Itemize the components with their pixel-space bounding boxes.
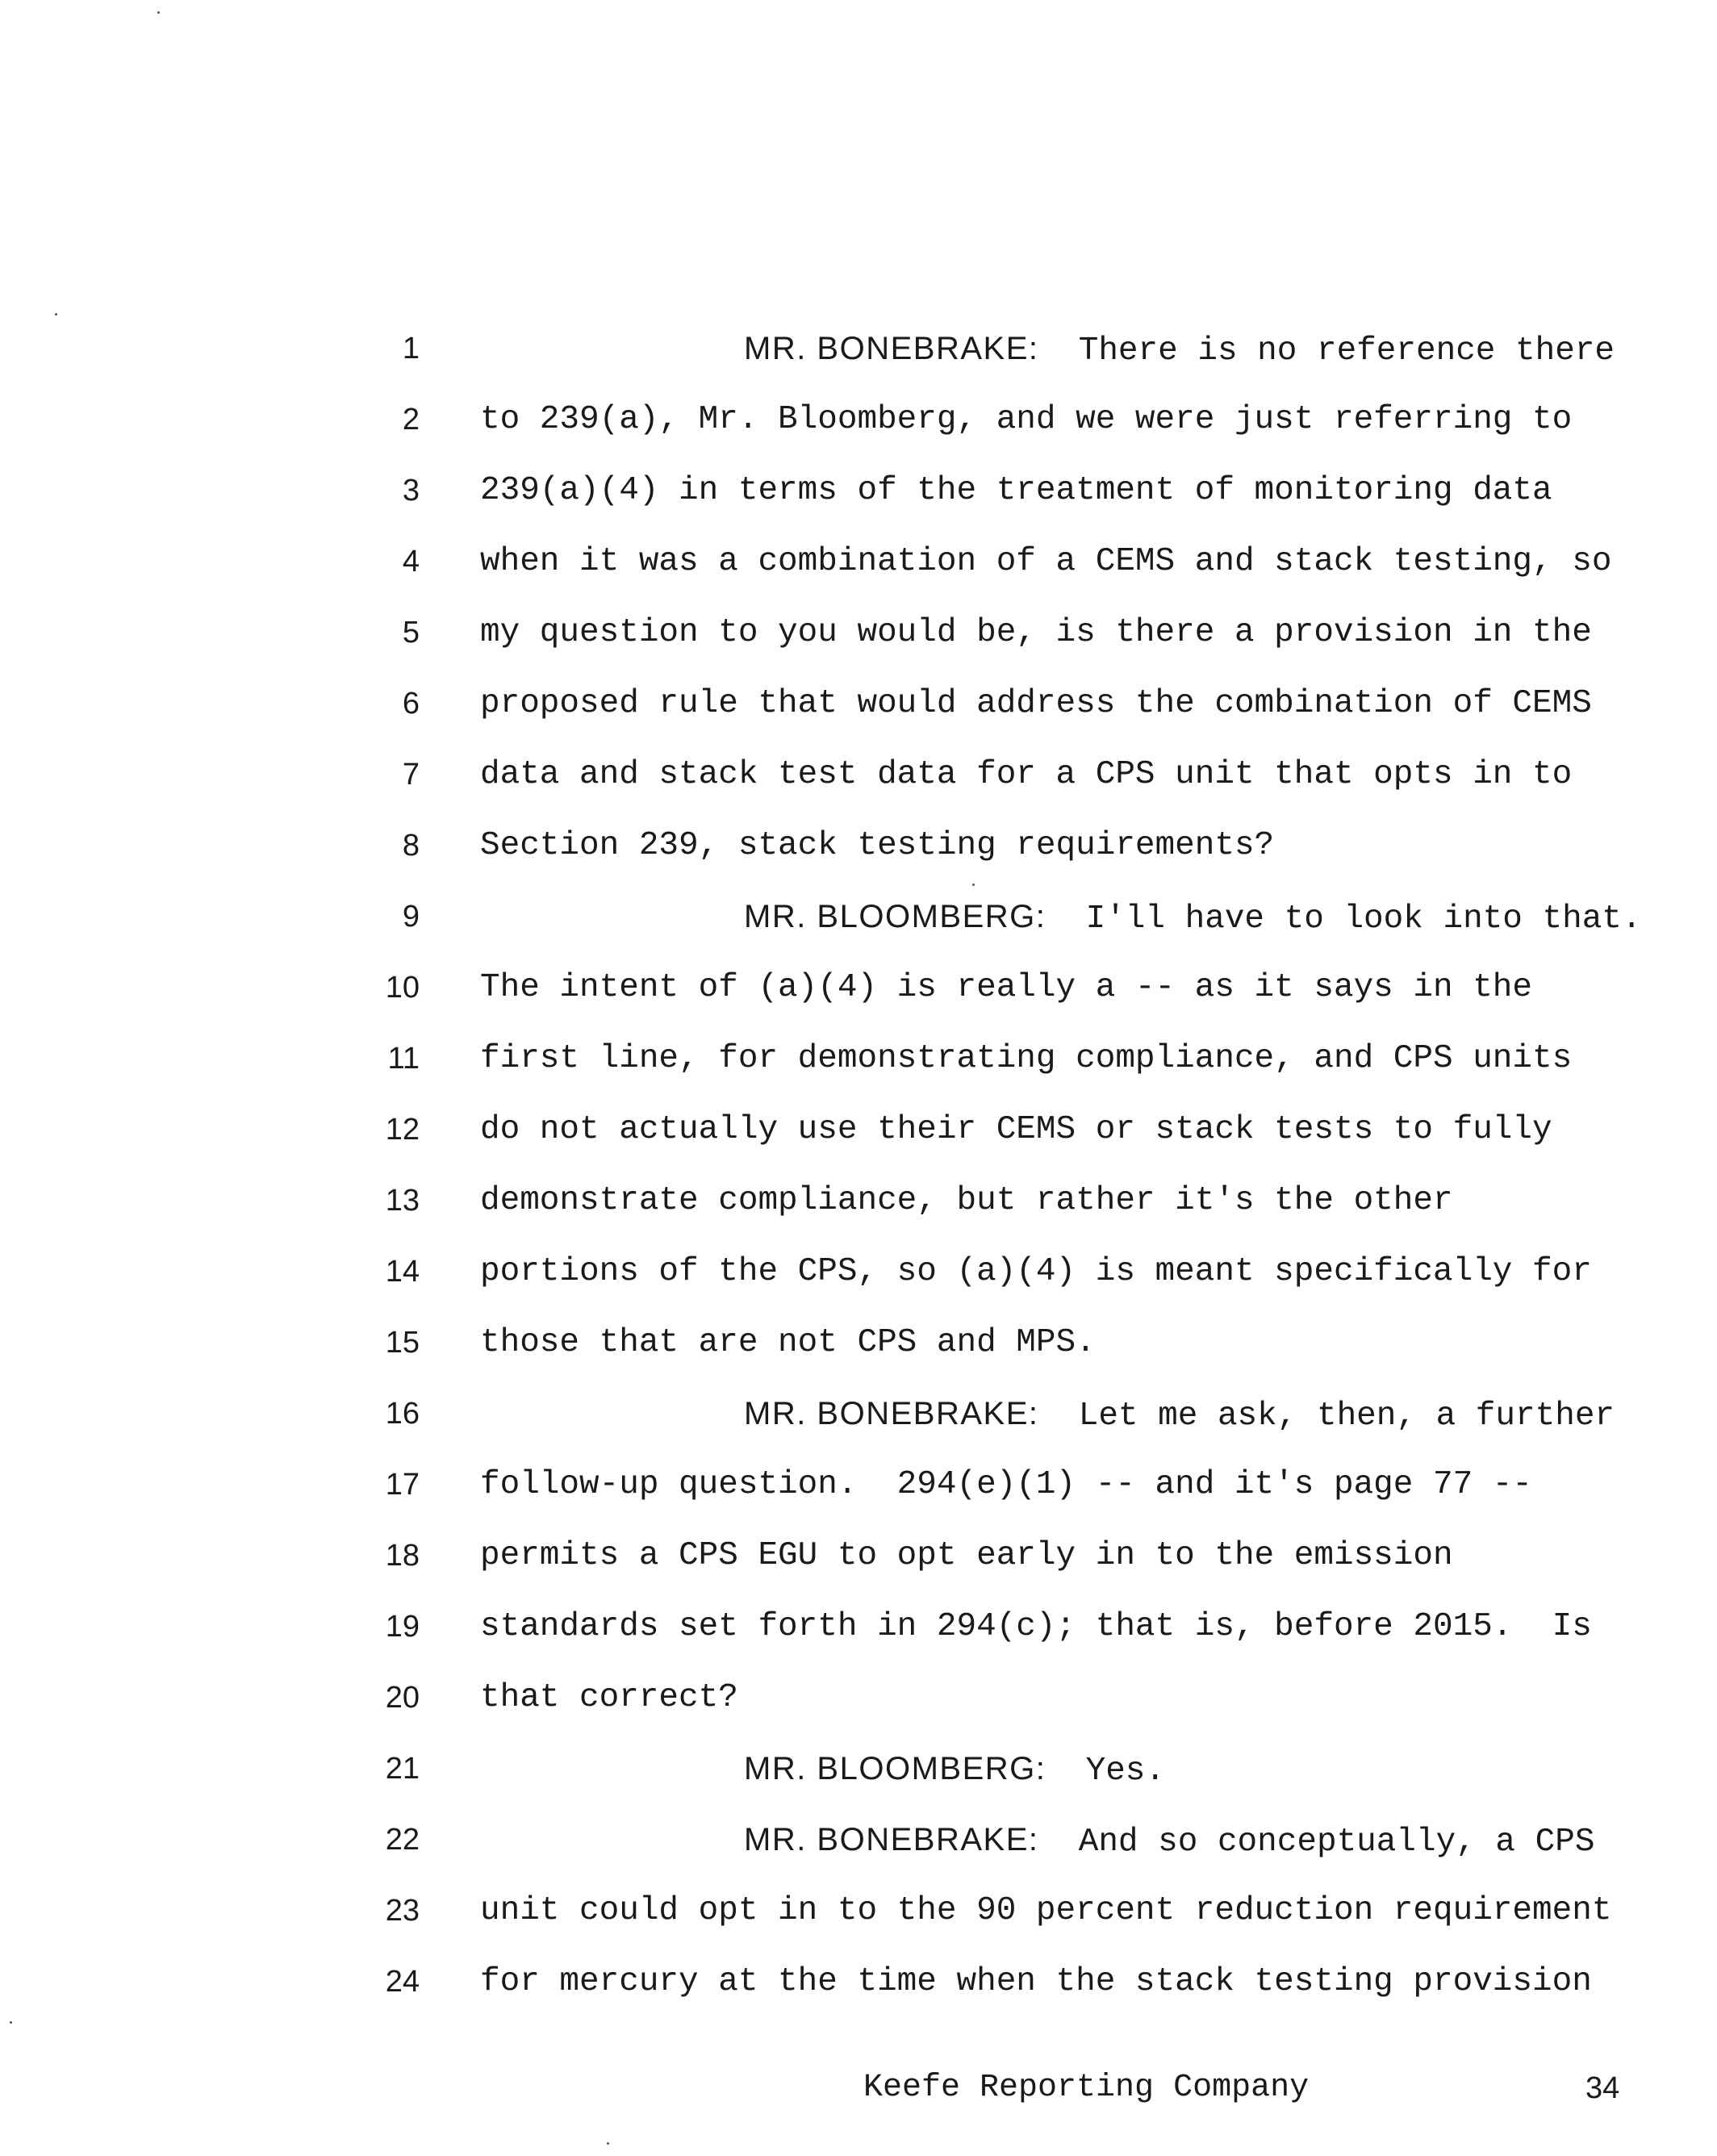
transcript-line <box>0 1097 1717 1162</box>
transcript-line <box>0 671 1717 736</box>
line-number: 3 <box>402 474 420 508</box>
line-content: follow-up question. 294(e)(1) -- and it's page 77 -- <box>480 1466 1533 1503</box>
line-content: unit could opt in to the 90 percent reduction requirement <box>480 1892 1612 1929</box>
line-content: standards set forth in 294(c); that is, before 2015. Is <box>480 1608 1592 1645</box>
line-text <box>480 955 1532 1020</box>
transcript-line <box>0 1168 1717 1233</box>
line-content: Yes. <box>1046 1753 1166 1790</box>
line-text <box>480 1026 1572 1091</box>
line-content: that correct? <box>480 1679 738 1716</box>
speaker-name: MR. BLOOMBERG: <box>744 1751 1046 1786</box>
line-number: 22 <box>385 1823 420 1857</box>
line-content: to 239(a), Mr. Bloomberg, and we were just referring to <box>480 401 1573 438</box>
transcript-line <box>0 316 1717 381</box>
line-text <box>744 316 1615 383</box>
transcript-line <box>0 1381 1717 1446</box>
line-content: data and stack test data for a CPS unit that opts in to <box>480 756 1573 793</box>
line-content: my question to you would be, is there a provision in the <box>480 614 1592 651</box>
line-number: 19 <box>385 1610 420 1644</box>
speaker-name: MR. BONEBRAKE: <box>744 331 1039 366</box>
transcript-line <box>0 1310 1717 1375</box>
line-content: Section 239, stack testing requirements? <box>480 827 1275 864</box>
line-number: 21 <box>385 1752 420 1786</box>
reporter-company-footer: Keefe Reporting Company <box>863 2070 1310 2106</box>
line-content: first line, for demonstrating compliance, and CPS units <box>480 1040 1573 1077</box>
line-number: 7 <box>402 758 420 792</box>
line-content: The intent of (a)(4) is really a -- as it says in the <box>480 969 1533 1006</box>
line-text <box>480 813 1274 878</box>
transcript-line <box>0 1594 1717 1659</box>
scan-speck <box>10 2021 12 2024</box>
line-number: 23 <box>385 1894 420 1928</box>
line-number: 1 <box>402 332 420 366</box>
line-number: 15 <box>385 1326 420 1360</box>
line-text <box>480 458 1552 523</box>
line-number: 8 <box>402 829 420 863</box>
line-content: permits a CPS EGU to opt early in to the emission <box>480 1537 1453 1574</box>
line-text <box>480 1310 1096 1375</box>
line-number: 6 <box>402 687 420 721</box>
transcript-line <box>0 529 1717 594</box>
transcript-line <box>0 813 1717 878</box>
transcript-line <box>0 742 1717 807</box>
line-content: portions of the CPS, so (a)(4) is meant specifically for <box>480 1253 1592 1290</box>
line-content: when it was a combination of a CEMS and stack testing, so <box>480 543 1612 580</box>
line-text <box>480 1239 1592 1304</box>
line-text <box>480 600 1592 665</box>
speaker-name: MR. BONEBRAKE: <box>744 1822 1039 1857</box>
line-number: 12 <box>385 1113 420 1147</box>
line-content: Let me ask, then, a further <box>1038 1398 1615 1435</box>
line-text <box>744 1736 1165 1803</box>
transcript-line <box>0 1452 1717 1517</box>
line-content: for mercury at the time when the stack testing provision <box>480 1963 1592 2000</box>
transcript-line <box>0 955 1717 1020</box>
line-text <box>480 1168 1453 1233</box>
line-text <box>480 742 1572 807</box>
line-text <box>480 1878 1611 1943</box>
line-content: those that are not CPS and MPS. <box>480 1324 1096 1361</box>
transcript-line <box>0 1523 1717 1588</box>
line-number: 9 <box>402 900 420 934</box>
transcript-line <box>0 1026 1717 1091</box>
line-number: 24 <box>385 1965 420 1999</box>
line-text <box>480 1949 1592 2014</box>
scan-speck <box>972 884 975 886</box>
line-content: 239(a)(4) in terms of the treatment of monitoring data <box>480 472 1552 509</box>
line-text <box>480 1097 1552 1162</box>
line-text <box>480 1594 1592 1659</box>
line-number: 13 <box>385 1184 420 1218</box>
speaker-name: MR. BLOOMBERG: <box>744 899 1046 934</box>
transcript-line <box>0 600 1717 665</box>
line-content: There is no reference there <box>1038 332 1615 370</box>
line-text <box>480 1523 1453 1588</box>
scan-speck <box>607 2142 609 2145</box>
line-number: 2 <box>402 403 420 437</box>
speaker-name: MR. BONEBRAKE: <box>744 1396 1039 1431</box>
scan-speck <box>55 313 57 315</box>
line-text <box>744 1381 1615 1448</box>
transcript-line <box>0 458 1717 523</box>
line-text <box>480 529 1611 594</box>
transcript-line <box>0 1736 1717 1801</box>
line-text <box>744 1807 1594 1874</box>
transcript-line <box>0 1949 1717 2014</box>
line-number: 14 <box>385 1255 420 1289</box>
line-number: 17 <box>385 1468 420 1502</box>
scan-speck <box>157 11 160 14</box>
line-content: And so conceptually, a CPS <box>1038 1824 1595 1861</box>
transcript-line <box>0 884 1717 949</box>
line-number: 11 <box>387 1042 420 1076</box>
transcript-line <box>0 1878 1717 1943</box>
line-text <box>480 1665 738 1730</box>
transcript-line <box>0 1665 1717 1730</box>
transcript-line <box>0 1807 1717 1872</box>
page-number: 34 <box>1585 2071 1620 2105</box>
line-text <box>480 671 1592 736</box>
line-number: 20 <box>385 1681 420 1715</box>
transcript-line <box>0 1239 1717 1304</box>
line-content: demonstrate compliance, but rather it's the other <box>480 1182 1453 1219</box>
line-content: proposed rule that would address the combination of CEMS <box>480 685 1592 722</box>
line-content: I'll have to look into that. <box>1046 900 1642 938</box>
transcript-line <box>0 387 1717 452</box>
line-number: 18 <box>385 1539 420 1573</box>
line-text <box>744 884 1642 951</box>
line-number: 16 <box>385 1397 420 1431</box>
line-number: 4 <box>402 545 420 579</box>
line-text <box>480 387 1572 452</box>
line-number: 5 <box>402 616 420 650</box>
line-text <box>480 1452 1532 1517</box>
line-number: 10 <box>385 971 420 1005</box>
line-content: do not actually use their CEMS or stack tests to fully <box>480 1111 1552 1148</box>
